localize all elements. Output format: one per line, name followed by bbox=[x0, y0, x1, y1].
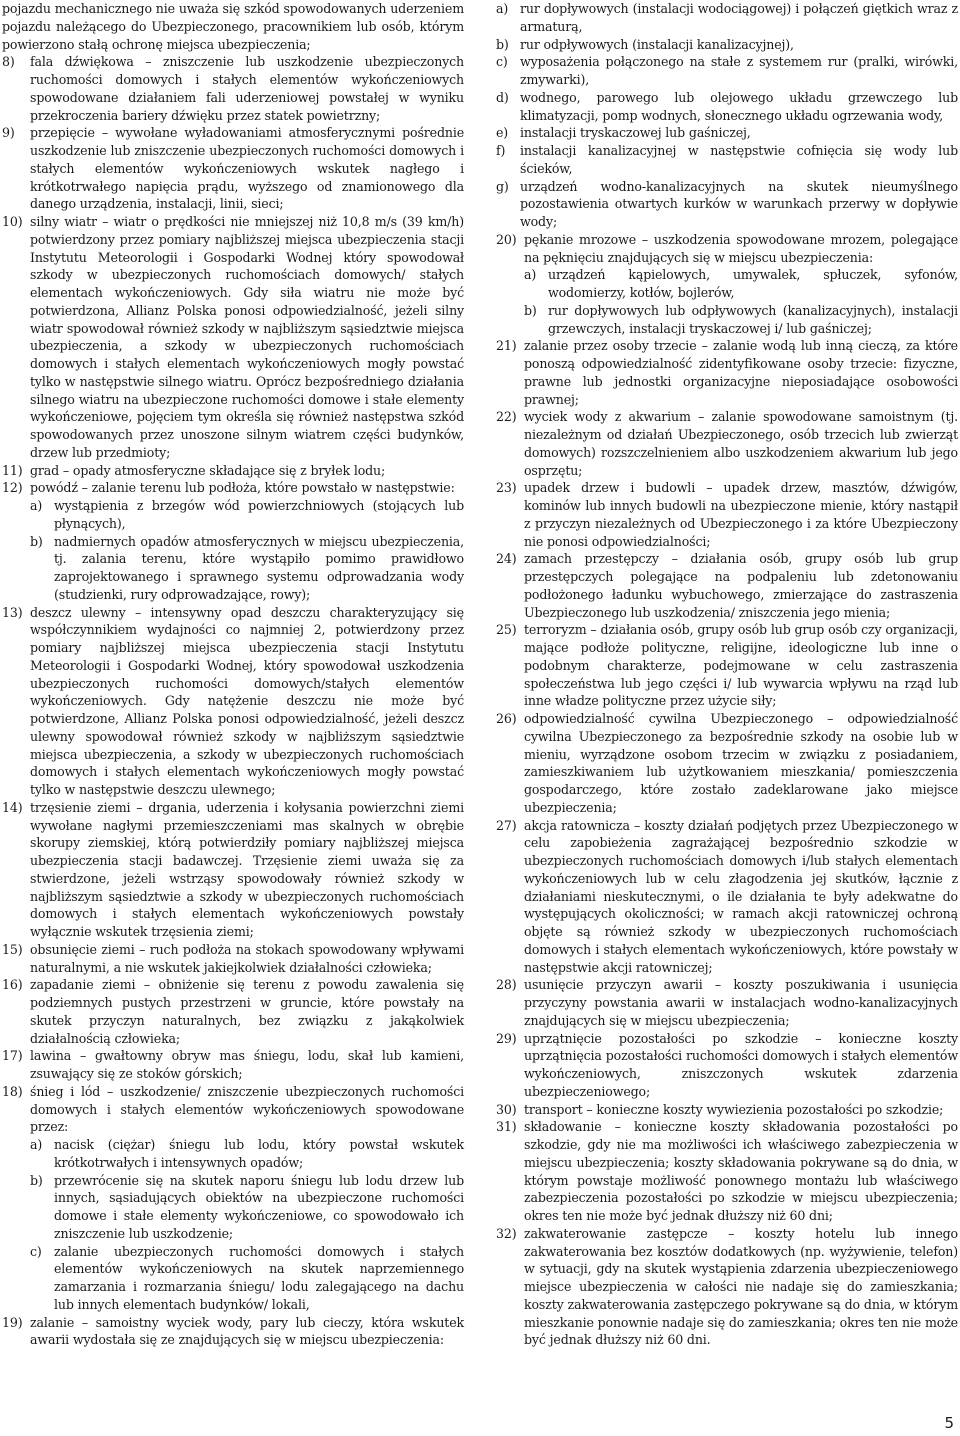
list-item-11 bbox=[2, 462, 464, 480]
item-text: upadek drzew i budowli – upadek drzew, masztów, dźwigów, kominów lub innych budowli na ubezpieczone mienie, który nastąpił z przyczyn niezależnych od Ubezpieczonego i za które Ubezpieczony nie ponosi odpowiedzialności; bbox=[524, 480, 958, 549]
item-text: akcja ratownicza – koszty działań podjętych przez Ubezpieczonego w celu zapobieżenia zagrażającej bezpośrednio szkodzie w ubezpieczonych ruchomościach domowych i/lub stałych elementach wykończeniowych lub w celu złagodzenia jej skutków, łącznie z działaniami nieskutecznymi, o ile działania te były adekwatne do występujących okoliczności; w ramach akcji ratowniczej ochroną objęte są również szkody w ubezpieczonych ruchomościach domowych i stałych elementach wykończeniowych, które powstały w następstwie akcji ratowniczej; bbox=[524, 817, 958, 975]
sub-item-a bbox=[496, 0, 958, 36]
list-item-9 bbox=[2, 124, 464, 213]
item-number: 25) bbox=[496, 622, 517, 638]
item-text: powódź – zalanie terenu lub podłoża, które powstało w następstwie: bbox=[30, 480, 455, 496]
list-item-13 bbox=[2, 604, 464, 799]
list-item-22 bbox=[496, 408, 958, 479]
item-number: 8) bbox=[2, 54, 15, 70]
sub-item-text: nadmiernych opadów atmosferycznych w miejscu ubezpieczenia, tj. zalania terenu, które wystąpiło pomimo prawidłowo zaprojektowanego i sprawnego systemu odprowadzania wody (studzienki, rury odprowadzające, rowy); bbox=[54, 533, 464, 602]
list-item-28 bbox=[496, 976, 958, 1029]
sub-item-letter: b) bbox=[524, 302, 537, 318]
item-text: przepięcie – wywołane wyładowaniami atmosferycznymi pośrednie uszkodzenie lub zniszczenie ubezpieczonych ruchomości domowych i stałych elementów wykończeniowych wskutek nagłego i krótkotrwałego napięcia prądu, wyższego od znamionowego dla danego urządzenia, instalacji, linii, sieci; bbox=[30, 125, 464, 212]
list-item-8 bbox=[2, 53, 464, 124]
left-column bbox=[2, 0, 464, 1349]
item-number: 11) bbox=[2, 462, 23, 478]
sub-item-text: instalacji kanalizacyjnej w następstwie cofnięcia się wody lub ścieków, bbox=[520, 143, 958, 176]
item-number: 22) bbox=[496, 409, 517, 425]
sub-item-a bbox=[30, 1136, 464, 1172]
item-number: 9) bbox=[2, 125, 15, 141]
item-text: fala dźwiękowa – zniszczenie lub uszkodzenie ubezpieczonych ruchomości domowych i stałych elementów wykończeniowych spowodowane działaniem fali uderzeniowej powstałej w wyniku przekroczenia bariery dźwięku przez statek powietrzny; bbox=[30, 54, 464, 123]
sub-item-letter: b) bbox=[30, 1172, 43, 1188]
item-text: uprzątnięcie pozostałości po szkodzie – konieczne koszty uprzątnięcia pozostałości ruchomości domowych i stałych elementów wykończeniowych, zniszczonych wskutek zdarzenia ubezpieczeniowego; bbox=[524, 1030, 958, 1099]
sub-item-text: urządzeń wodno-kanalizacyjnych na skutek nieumyślnego pozostawienia otwartych kurków w warunkach przerwy w dopływie wody; bbox=[520, 178, 958, 229]
sub-item-text: rur dopływowych lub odpływowych (kanalizacyjnych), instalacji grzewczych, instalacji tryskaczowej i/ lub gaśniczej; bbox=[548, 302, 958, 336]
item-number: 24) bbox=[496, 551, 517, 567]
sub-item-d bbox=[496, 89, 958, 125]
item-number: 15) bbox=[2, 941, 23, 957]
sub-item-letter: g) bbox=[496, 178, 509, 194]
sub-item-c bbox=[496, 53, 958, 89]
item-text: zalanie przez osoby trzecie – zalanie wodą lub inną cieczą, za które ponoszą odpowiedzialność zidentyfikowane osoby trzecie: fizyczne, prawne lub jednostki organizacyjne nieposiadające osobowości prawnej; bbox=[524, 338, 958, 407]
list-item-23 bbox=[496, 479, 958, 550]
sub-item-f bbox=[496, 142, 958, 178]
item-text: lawina – gwałtowny obryw mas śniegu, lodu, skał lub kamieni, zsuwający się ze stoków górskich; bbox=[30, 1048, 464, 1081]
list-item-12 bbox=[2, 479, 464, 603]
sub-item-b bbox=[30, 533, 464, 604]
item-text: deszcz ulewny – intensywny opad deszczu charakteryzujący się współczynnikiem wydajności co najmniej 2, potwierdzony przez pomiary najbliższej miejsca ubezpieczenia stacji Instytutu Meteorologii i Gospodarki Wodnej, który spowodował uszkodzenia ubezpieczonych ruchomości domowych/stałych elementów wykończeniowych. Gdy natężenie deszczu nie może być potwierdzone, Allianz Polska ponosi odpowiedzialność, jeżeli deszcz ulewny spowodował również szkody w najbliższym sąsiedztwie miejsca ubezpieczenia, a szkody w ubezpieczonych ruchomościach domowych i stałych elementach wykończeniowych mogły powstać tylko w następstwie deszczu ulewnego; bbox=[30, 604, 464, 797]
list-item-24 bbox=[496, 550, 958, 621]
sub-item-letter: f) bbox=[496, 143, 506, 158]
sub-item-text: urządzeń kąpielowych, umywalek, spłuczek, syfonów, wodomierzy, kotłów, bojlerów, bbox=[548, 267, 958, 300]
item-text: usunięcie przyczyn awarii – koszty poszukiwania i usunięcia przyczyny powstania awarii w instalacjach wodno-kanalizacyjnych znajdujących się w miejscu ubezpieczenia; bbox=[524, 977, 958, 1028]
item-number: 16) bbox=[2, 977, 23, 993]
sub-item-b bbox=[30, 1172, 464, 1243]
item-text: trzęsienie ziemi – drgania, uderzenia i kołysania powierzchni ziemi wywołane nagłymi przemieszczeniami mas skalnych w obrębie skorupy ziemskiej, którą potwierdziły pomiary najbliższej miejsca ubezpieczenia stacji badawczej. Trzęsienie ziemi uważa się za stwierdzone, jeżeli wstrząsy spowodowały również szkody w najbliższym sąsiedztwie a szkody w ubezpieczonych ruchomościach domowych i stałych elementach wykończeniowych powstały wyłącznie wskutek trzęsienia ziemi; bbox=[30, 799, 464, 939]
sub-item-a bbox=[30, 497, 464, 533]
item-number: 32) bbox=[496, 1225, 517, 1241]
page-number: 5 bbox=[944, 1414, 954, 1432]
item-number: 29) bbox=[496, 1030, 517, 1046]
item-number: 13) bbox=[2, 604, 23, 620]
sub-item-text: nacisk (ciężar) śniegu lub lodu, który powstał wskutek krótkotrwałych i intensywnych opadów; bbox=[54, 1137, 464, 1170]
item-text: wyciek wody z akwarium – zalanie spowodowane samoistnym (tj. niezależnym od działań Ubezpieczonego, osób trzecich lub zwierząt domowych) rozszczelnieniem albo uszkodzeniem akwarium lub jego osprzętu; bbox=[524, 409, 958, 478]
item-number: 19) bbox=[2, 1314, 23, 1330]
sub-item-letter: a) bbox=[496, 1, 509, 16]
sub-item-c bbox=[30, 1243, 464, 1314]
sub-item-text: wyposażenia połączonego na stałe z systemem rur (pralki, wirówki, zmywarki), bbox=[520, 54, 958, 87]
item-text: zamach przestępczy – działania osób, grupy osób lub grup przestępczych polegające na podpaleniu lub zdetonowaniu podłożonego ładunku wybuchowego, zmierzające do zastraszenia Ubezpieczonego lub uszkodzenia/ zniszczenia jego mienia; bbox=[524, 551, 958, 620]
sub-item-e bbox=[496, 124, 958, 142]
item-text: grad – opady atmosferyczne składające się z bryłek lodu; bbox=[30, 462, 386, 478]
list-item-20 bbox=[496, 231, 958, 338]
item-text: zakwaterowanie zastępcze – koszty hotelu lub innego zakwaterowania bez kosztów dodatkowych (np. wyżywienie, telefon) w sytuacji, gdy na skutek wystąpienia zdarzenia ubezpieczeniowego miejsce ubezpieczenia w całości nie nadaje się do zamieszkania; koszty zakwaterowania zastępczego pokrywane są do dnia, w którym mieszkanie ponownie nadaje się do zamieszkania; okres ten nie może być jednak dłuższy niż 60 dni. bbox=[524, 1225, 958, 1348]
sub-item-text: wodnego, parowego lub olejowego układu grzewczego lub klimatyzacji, pomp wodnych, słonecznego układu ogrzewania wody, bbox=[520, 89, 958, 123]
list-item-17 bbox=[2, 1047, 464, 1083]
list-item-26 bbox=[496, 710, 958, 817]
list-item-16 bbox=[2, 976, 464, 1047]
item-number: 17) bbox=[2, 1048, 23, 1064]
sub-item-text: instalacji tryskaczowej lub gaśniczej, bbox=[520, 125, 751, 141]
sub-item-text: zalanie ubezpieczonych ruchomości domowych i stałych elementów wykończeniowych na skutek naprzemiennego zamarzania i rozmarzania śniegu/ lodu zalegającego na dachu lub innych elementach budynków/ lokali, bbox=[54, 1243, 464, 1312]
item-number: 27) bbox=[496, 817, 517, 833]
sub-item-letter: b) bbox=[496, 36, 509, 52]
item-text: śnieg i lód – uszkodzenie/ zniszczenie ubezpieczonych ruchomości domowych i stałych elementów wykończeniowych spowodowane przez: bbox=[30, 1083, 464, 1135]
sub-item-text: rur dopływowych (instalacji wodociągowej) i połączeń giętkich wraz z armaturą, bbox=[520, 1, 958, 34]
item-text: składowanie – konieczne koszty składowania pozostałości po szkodzie, gdy nie ma możliwości ich właściwego zabezpieczenia w miejscu ubezpieczenia; koszty składowania pokrywane są do dnia, w którym powstaje możliwość ponownego montażu lub właściwego zabezpieczenia pozostałości po szkodzie w miejscu ubezpieczenia; okres ten nie może być jednak dłuższy niż 60 dni; bbox=[524, 1119, 958, 1223]
list-item-30 bbox=[496, 1101, 958, 1119]
sub-item-b bbox=[524, 302, 958, 338]
item-number: 20) bbox=[496, 231, 517, 247]
sub-item-letter: c) bbox=[496, 54, 508, 70]
sub-item-letter: c) bbox=[30, 1243, 42, 1259]
sub-item-letter: d) bbox=[496, 89, 509, 105]
list-item-31 bbox=[496, 1118, 958, 1225]
item-number: 26) bbox=[496, 711, 517, 726]
item-number: 18) bbox=[2, 1083, 23, 1099]
right-column bbox=[496, 0, 958, 1349]
sub-item-letter: a) bbox=[30, 1137, 43, 1152]
item-text: silny wiatr – wiatr o prędkości nie mniejszej niż 10,8 m/s (39 km/h) potwierdzony przez pomiary najbliższej miejsca ubezpieczenia stacji Instytutu Meteorologii i Gospodarki Wodnej który spowodował szkody w ubezpieczonych ruchomościach domowych/ stałych elementach wykończeniowych. Gdy siła wiatru nie może być potwierdzona, Allianz Polska ponosi odpowiedzialność, jeżeli silny wiatr spowodował również szkody w najbliższym sąsiedztwie miejsca ubezpieczenia, a szkody w ubezpieczonych ruchomościach domowych i stałych elementach wykończeniowych mogły powstać tylko w następstwie silnego wiatru. Oprócz bezpośredniego działania silnego wiatru na ubezpieczone ruchomości domowe i stałe elementy wykończeniowe, pojęciem tym określa się również następstwa szkód spowodowanych przez unoszone silnym wiatrem części budynków, drzew lub przedmioty; bbox=[30, 214, 464, 460]
item-text: pękanie mrozowe – uszkodzenia spowodowane mrozem, polegające na pęknięciu znajdujących się w miejscu ubezpieczenia: bbox=[524, 231, 958, 265]
list-item-32 bbox=[496, 1225, 958, 1349]
sub-item-letter: b) bbox=[30, 533, 43, 549]
item-number: 28) bbox=[496, 977, 517, 993]
item-number: 31) bbox=[496, 1119, 517, 1135]
list-item-18 bbox=[2, 1083, 464, 1314]
list-item-27 bbox=[496, 817, 958, 977]
item-number: 14) bbox=[2, 799, 23, 815]
item-number: 10) bbox=[2, 214, 23, 229]
sub-item-b bbox=[496, 36, 958, 54]
sub-item-a bbox=[524, 266, 958, 302]
item-text: obsunięcie ziemi – ruch podłoża na stokach spowodowany wpływami naturalnymi, a nie wskutek jakiejkolwiek działalności człowieka; bbox=[30, 941, 464, 975]
item-text: terroryzm – działania osób, grupy osób lub grup osób czy organizacji, mające podłoże polityczne, religijne, ideologiczne lub inne o podobnym charakterze, podejmowane w celu zastraszenia społeczeństwa lub jego części i/ lub wywarcia wpływu na rząd lub inne władze polityczne przez użycie siły; bbox=[524, 622, 958, 709]
list-item-19 bbox=[2, 1314, 464, 1350]
sub-item-letter: a) bbox=[30, 498, 43, 513]
list-item-15 bbox=[2, 941, 464, 977]
item-text: zalanie – samoistny wyciek wody, pary lub cieczy, która wskutek awarii wydostała się ze znajdujących się w miejscu ubezpieczenia: bbox=[30, 1314, 464, 1348]
sub-item-letter: a) bbox=[524, 267, 537, 283]
sub-item-letter: e) bbox=[496, 125, 509, 141]
item-number: 21) bbox=[496, 338, 517, 354]
sub-item-text: przewrócenie się na skutek naporu śniegu lub lodu drzew lub innych, sąsiadujących obiektów na ubezpieczone ruchomości domowe i stałe elementy wykończeniowe, co spowodowało ich zniszczenie lub uszkodzenie; bbox=[54, 1172, 464, 1241]
sub-item-text: wystąpienia z brzegów wód powierzchniowych (stojących lub płynących), bbox=[54, 498, 464, 531]
intro-paragraph: pojazdu mechanicznego nie uważa się szkód spowodowanych uderzeniem pojazdu należącego do Ubezpieczonego, pracownikiem lub osób, którym powierzono stałą ochronę miejsca ubezpieczenia; bbox=[2, 1, 464, 52]
item-number: 12) bbox=[2, 480, 23, 496]
list-item-29 bbox=[496, 1030, 958, 1101]
sub-item-g bbox=[496, 178, 958, 231]
item-text: zapadanie ziemi – obniżenie się terenu z powodu zawalenia się podziemnych pustych przestrzeni w gruncie, które powstały na skutek przyczyn naturalnych, bez związku z jakąkolwiek działalnością człowieka; bbox=[30, 977, 464, 1046]
sub-item-text: rur odpływowych (instalacji kanalizacyjnej), bbox=[520, 36, 794, 52]
item-text: odpowiedzialność cywilna Ubezpieczonego – odpowiedzialność cywilna Ubezpieczonego za bezpośrednie szkody na osobie lub w mieniu, wyrządzone osobom trzecim w związku z posiadaniem, zamieszkiwaniem lub użytkowaniem mieszkania/ pomieszczenia gospodarczego, które zostało zadeklarowane jako miejsce ubezpieczenia; bbox=[524, 711, 958, 815]
list-item-21 bbox=[496, 337, 958, 408]
list-item-25 bbox=[496, 621, 958, 710]
list-item-10 bbox=[2, 213, 464, 462]
item-text: transport – konieczne koszty wywiezienia pozostałości po szkodzie; bbox=[524, 1101, 944, 1117]
item-number: 23) bbox=[496, 480, 517, 496]
item-number: 30) bbox=[496, 1101, 517, 1117]
list-item-14 bbox=[2, 799, 464, 941]
